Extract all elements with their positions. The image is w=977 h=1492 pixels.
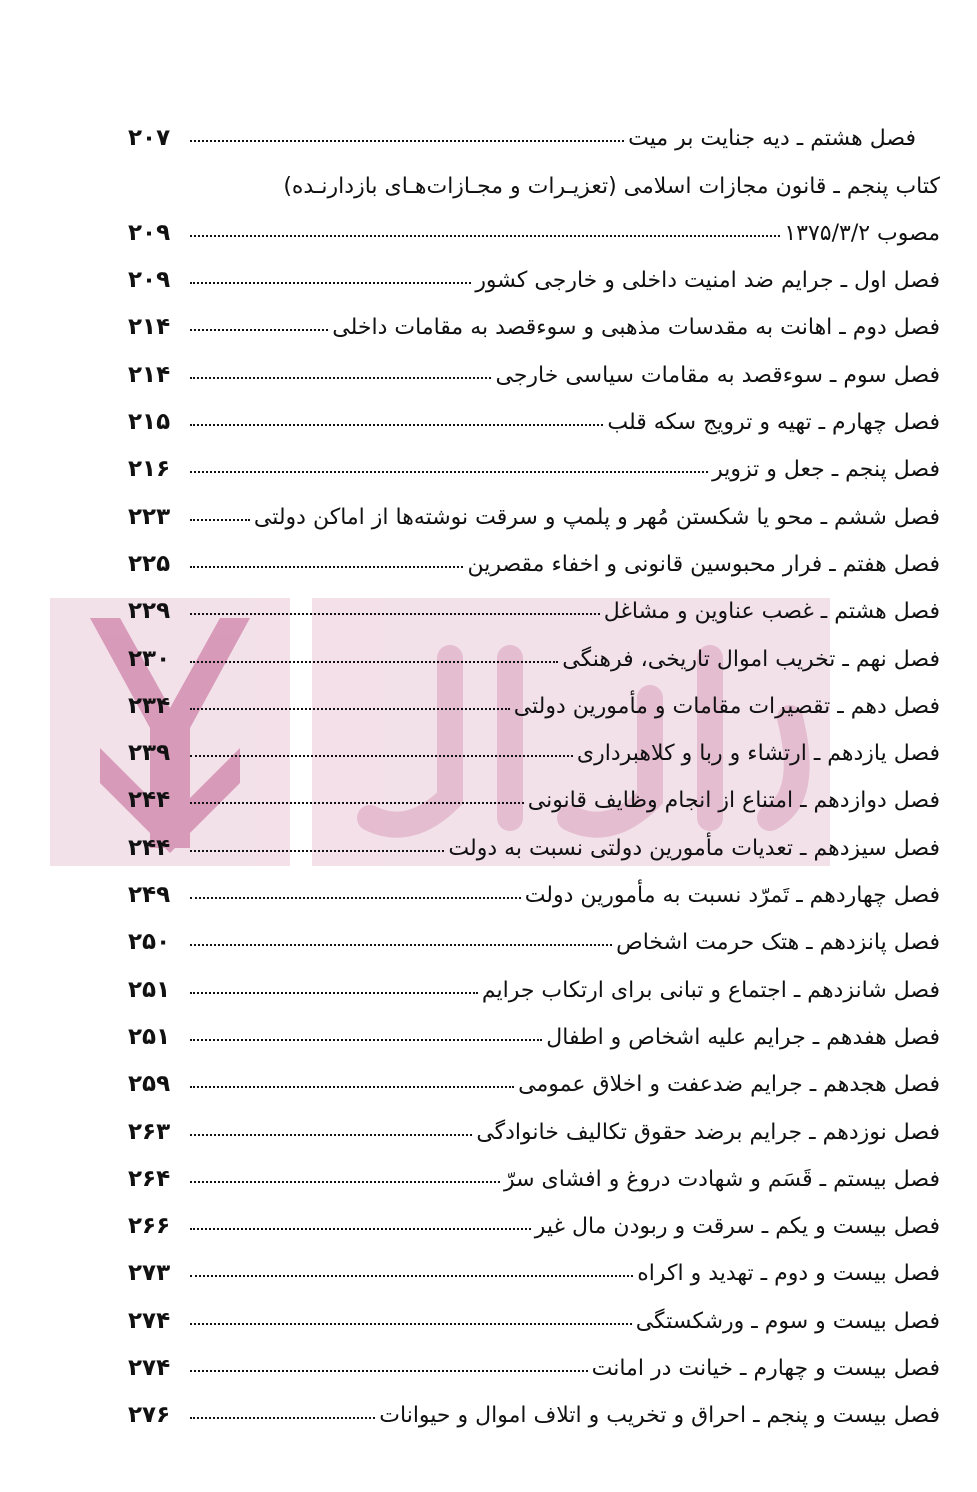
toc-entry-page: ۲۷۴ (128, 1307, 171, 1334)
toc-entry-title: فصل بیستم ـ قَسَم و شهادت دروغ و افشای سرّ (503, 1166, 940, 1192)
toc-entry[interactable] (128, 813, 940, 860)
toc-entry[interactable] (128, 435, 940, 482)
dot-leader (190, 1181, 500, 1183)
toc-entry[interactable] (128, 199, 940, 246)
toc-entry-page: ۲۴۴ (128, 787, 171, 814)
toc-entry-page: ۲۱۴ (128, 314, 171, 341)
dot-leader (190, 140, 624, 142)
toc-entry-title: فصل هشتم ـ غصب عناوین و مشاغل (603, 599, 940, 625)
dot-leader (190, 329, 328, 331)
toc-entry-page: ۲۷۶ (128, 1402, 171, 1429)
toc-entry-title: فصل هفدهم ـ جرایم علیه اشخاص و اطفال (546, 1024, 940, 1050)
dot-leader (190, 1323, 632, 1325)
toc-entry-page: ۲۰۹ (128, 267, 171, 294)
toc-entry[interactable] (128, 340, 940, 387)
dot-leader (190, 1370, 588, 1372)
toc-entry-page: ۲۳۹ (128, 740, 171, 767)
toc-entry[interactable] (128, 1239, 940, 1286)
toc-entry[interactable] (128, 719, 940, 766)
toc-entry[interactable] (128, 577, 940, 624)
toc-entry-page: ۲۵۱ (128, 976, 171, 1003)
dot-leader (190, 566, 463, 568)
dot-leader (190, 519, 250, 521)
toc-entry-title: فصل هجدهم ـ جرایم ضدعفت و اخلاق عمومی (518, 1072, 940, 1098)
toc-entry[interactable] (128, 1381, 940, 1428)
toc-entry-page: ۲۶۳ (128, 1118, 171, 1145)
toc-entry-page: ۲۳۰ (128, 645, 171, 672)
toc-entry-page: ۲۷۳ (128, 1260, 171, 1287)
toc-entry[interactable] (128, 624, 940, 671)
toc-entry-title: فصل پانزدهم ـ هتک حرمت اشخاص (616, 930, 940, 956)
toc-entry-title: فصل بیست و دوم ـ تهدید و اکراه (637, 1261, 940, 1287)
toc-entry-title: فصل سیزدهم ـ تعدیات مأمورین دولتی نسبت به دولت (448, 835, 940, 861)
toc-entry[interactable] (128, 1145, 940, 1192)
toc-entry-page: ۲۴۹ (128, 882, 171, 909)
toc-entry-title: فصل نهم ـ تخریب اموال تاریخی، فرهنگی (562, 646, 940, 672)
dot-leader (190, 1039, 542, 1041)
toc-entry-title: فصل پنجم ـ جعل و تزویر (712, 457, 940, 483)
dot-leader (190, 755, 573, 757)
toc-entry-title: فصل اول ـ جرایم ضد امنیت داخلی و خارجی کشور (475, 268, 940, 294)
toc-entry[interactable] (128, 766, 940, 813)
toc-entry[interactable] (128, 246, 940, 293)
toc-entry-title: فصل چهارم ـ تهیه و ترویج سکه قلب (607, 410, 940, 436)
dot-leader (190, 1086, 514, 1088)
dot-leader (190, 1228, 531, 1230)
dot-leader (190, 802, 524, 804)
dot-leader (190, 613, 600, 615)
dot-leader (190, 1275, 633, 1277)
toc-entry-page: ۲۷۴ (128, 1355, 171, 1382)
dot-leader (190, 850, 444, 852)
dot-leader (190, 235, 780, 237)
toc-entry[interactable] (128, 482, 940, 529)
dot-leader (190, 424, 603, 426)
dot-leader (190, 282, 471, 284)
toc-entry-page: ۲۵۰ (128, 929, 171, 956)
toc-entry-title: فصل دوم ـ اهانت به مقدسات مذهبی و سوءقصد به مقامات داخلی (332, 315, 940, 341)
toc-entry[interactable] (128, 104, 940, 151)
dot-leader (190, 471, 708, 473)
toc-entry[interactable] (128, 530, 940, 577)
toc-entry-title: فصل یازدهم ـ ارتشاء و ربا و کلاهبرداری (576, 741, 940, 767)
dot-leader (190, 897, 521, 899)
dot-leader (190, 708, 510, 710)
toc-entry-title: فصل نوزدهم ـ جرایم برضد حقوق تکالیف خانوادگی (476, 1119, 940, 1145)
toc-entry-title: فصل دهم ـ تقصیرات مقامات و مأمورین دولتی (513, 693, 940, 719)
toc-entry-page: ۲۲۹ (128, 598, 171, 625)
toc-entry[interactable] (128, 293, 940, 340)
dot-leader (190, 992, 478, 994)
toc-entry-title: فصل سوم ـ سوءقصد به مقامات سیاسی خارجی (495, 362, 940, 388)
toc-entry-title: فصل ششم ـ محو یا شکستن مُهر و پلمپ و سرقت نوشته‌ها از اماکن دولتی (253, 504, 940, 530)
dot-leader (190, 377, 491, 379)
toc-entry-page: ۲۲۵ (128, 550, 171, 577)
toc-entry[interactable] (128, 908, 940, 955)
toc-entry-page: ۲۶۴ (128, 1165, 171, 1192)
toc-entry-title: فصل بیست و یکم ـ سرقت و ربودن مال غیر (534, 1214, 940, 1240)
toc-entry[interactable] (128, 1334, 940, 1381)
toc-entry-page: ۲۳۴ (128, 692, 171, 719)
book-heading: کتاب پنجم ـ قانون مجازات اسلامی (تعزیـرات و مجـازات‌هـای بازدارنـده) (283, 173, 940, 199)
toc-entry-page: ۲۰۷ (128, 125, 171, 152)
toc-entry[interactable] (128, 1003, 940, 1050)
table-of-contents (128, 104, 940, 1428)
toc-entry-page: ۲۰۹ (128, 219, 171, 246)
toc-entry[interactable] (128, 1192, 940, 1239)
toc-entry-page: ۲۵۱ (128, 1023, 171, 1050)
toc-entry-title: مصوب ۱۳۷۵/۳/۲ (784, 220, 940, 246)
dot-leader (190, 944, 612, 946)
toc-entry-title: فصل شانزدهم ـ اجتماع و تبانی برای ارتکاب جرایم (481, 977, 940, 1003)
toc-entry-title: فصل چهاردهم ـ تَمرّد نسبت به مأمورین دولت (524, 883, 940, 909)
toc-entry[interactable] (128, 672, 940, 719)
toc-entry-title: فصل بیست و چهارم ـ خیانت در امانت (591, 1356, 940, 1382)
dot-leader (190, 661, 558, 663)
toc-entry-page: ۲۱۵ (128, 409, 171, 436)
toc-entry[interactable] (128, 388, 940, 435)
toc-entry-page: ۲۶۶ (128, 1213, 171, 1240)
toc-entry[interactable] (128, 1050, 940, 1097)
toc-entry-page: ۲۲۳ (128, 503, 171, 530)
toc-entry-page: ۲۱۴ (128, 361, 171, 388)
toc-entry[interactable] (128, 1286, 940, 1333)
toc-entry-page: ۲۱۶ (128, 456, 171, 483)
toc-entry-page: ۲۴۴ (128, 834, 171, 861)
dot-leader (190, 1134, 472, 1136)
toc-entry-title: فصل دوازدهم ـ امتناع از انجام وظایف قانونی (527, 788, 940, 814)
toc-entry-title: فصل هشتم ـ دیه جنایت بر میت (628, 126, 916, 152)
toc-entry[interactable] (128, 955, 940, 1002)
toc-entry-title: فصل بیست و سوم ـ ورشکستگی (635, 1308, 940, 1334)
dot-leader (190, 1417, 375, 1419)
toc-entry[interactable] (128, 861, 940, 908)
toc-entry-list (128, 246, 940, 1428)
toc-entry-title: فصل هفتم ـ فرار محبوسین قانونی و اخفاء مقصرین (467, 551, 940, 577)
toc-entry[interactable] (128, 1097, 940, 1144)
toc-entry-title: فصل بیست و پنجم ـ احراق و تخریب و اتلاف اموال و حیوانات (379, 1403, 940, 1429)
toc-entry-page: ۲۵۹ (128, 1071, 171, 1098)
